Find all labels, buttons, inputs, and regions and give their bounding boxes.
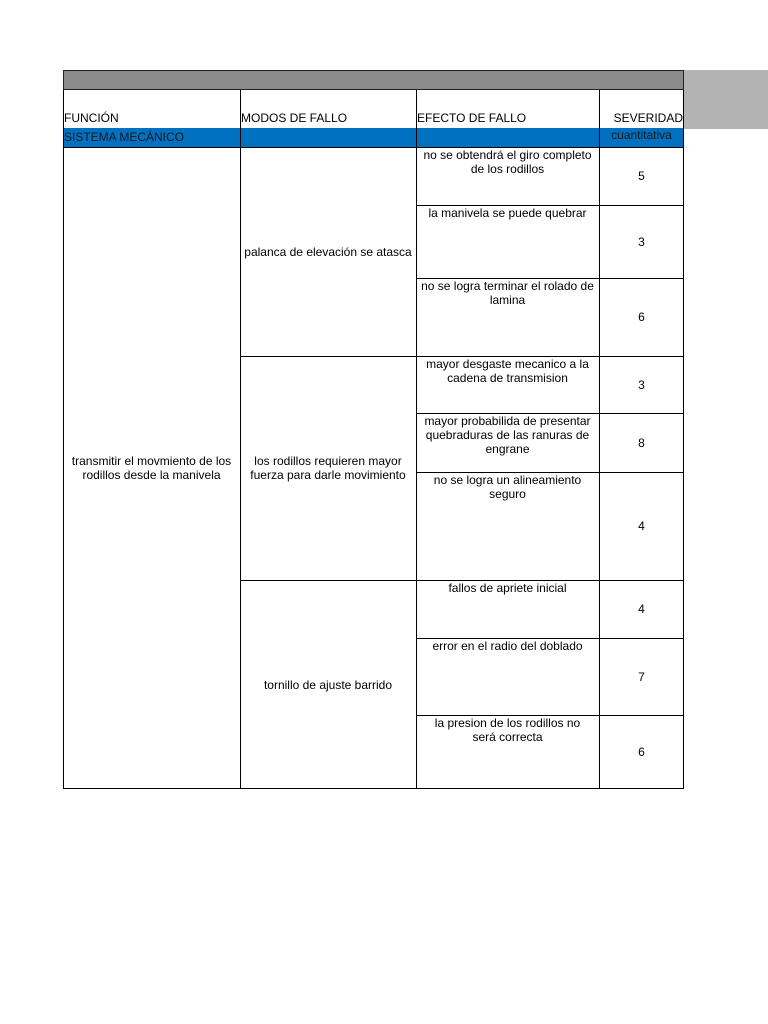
table-title-bar <box>63 70 684 90</box>
severity-value: 7 <box>638 669 645 684</box>
effect-text: no se logra terminar el rolado de lamina <box>421 279 594 307</box>
mode-label: palanca de elevación se atasca <box>244 244 412 259</box>
effect-cell <box>416 205 599 278</box>
effect-text: mayor desgaste mecanico a la cadena de transmision <box>426 357 589 385</box>
severity-value: 6 <box>638 310 645 324</box>
severity-type-label: cuantitativa <box>599 128 684 147</box>
severity-cell <box>599 413 684 472</box>
effect-text: no se obtendrá el giro completo de los rodillos <box>423 148 592 176</box>
severity-cell <box>599 278 684 356</box>
function-cell <box>63 147 240 789</box>
effect-text: error en el radio del doblado <box>432 639 583 653</box>
header-efecto-de-fallo: EFECTO DE FALLO <box>417 111 527 125</box>
effect-text: fallos de apriete inicial <box>448 581 567 595</box>
header-modos-de-fallo: MODOS DE FALLO <box>241 111 348 125</box>
side-grey-block <box>684 70 768 129</box>
section-label: SISTEMA MECÁNICO <box>63 128 240 147</box>
severity-cell <box>599 580 684 638</box>
mode-label: los rodillos requieren mayor fuerza para darle movimiento <box>250 454 406 482</box>
severity-cell <box>599 147 684 205</box>
severity-value: 4 <box>638 519 645 533</box>
effect-cell <box>416 472 599 580</box>
effect-cell <box>416 278 599 356</box>
effect-cell <box>416 638 599 715</box>
effect-cell <box>416 715 599 789</box>
severity-value: 3 <box>638 234 645 249</box>
severity-value: 3 <box>638 377 645 392</box>
severity-cell <box>599 715 684 789</box>
effect-cell <box>416 147 599 205</box>
effect-cell <box>416 413 599 472</box>
effect-text: mayor probabilida de presentar quebraduras de las ranuras de engrane <box>424 414 591 456</box>
effect-text: no se logra un alineamiento seguro <box>433 473 582 501</box>
mode-label: tornillo de ajuste barrido <box>263 677 393 692</box>
severity-value: 5 <box>638 169 645 183</box>
header-severidad: SEVERIDAD <box>613 111 683 125</box>
severity-value: 8 <box>638 435 645 450</box>
severity-value: 6 <box>638 745 645 759</box>
mode-cell-2 <box>240 356 416 580</box>
section-blank-modos <box>240 128 416 147</box>
mode-cell-3 <box>240 580 416 789</box>
severity-value: 4 <box>638 602 645 616</box>
severity-cell <box>599 205 684 278</box>
effect-cell <box>416 356 599 413</box>
header-funcion: FUNCIÓN <box>64 111 119 125</box>
effect-cell <box>416 580 599 638</box>
mode-cell-1 <box>240 147 416 356</box>
severity-cell <box>599 356 684 413</box>
severity-cell <box>599 638 684 715</box>
section-blank-efecto <box>416 128 599 147</box>
effect-text: la manivela se puede quebrar <box>428 206 587 220</box>
effect-text: la presion de los rodillos no será correcta <box>434 716 581 744</box>
severity-cell <box>599 472 684 580</box>
function-text: transmitir el movmiento de los rodillos desde la manivela <box>71 454 232 482</box>
